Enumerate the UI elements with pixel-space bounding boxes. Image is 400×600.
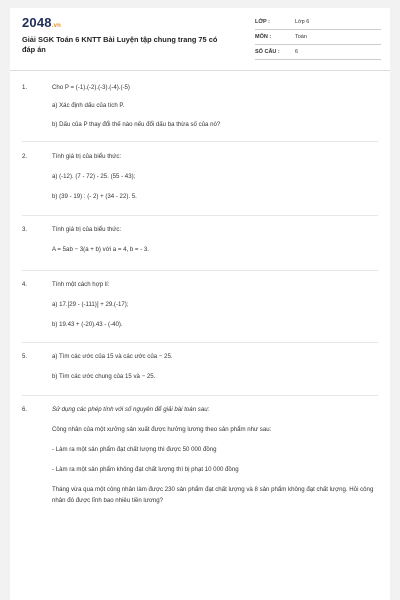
question-line: a) Tìm các ước của 15 và các ước của − 25.: [52, 353, 173, 360]
question-line: Tính giá trị của biểu thức:: [52, 226, 122, 233]
question-number: 1.: [22, 84, 28, 91]
question-line: b) 19.43 + (-20).43 - (-40).: [52, 321, 123, 328]
divider: [22, 342, 378, 343]
divider: [22, 270, 378, 271]
question-paragraph: Tháng vừa qua một công nhân làm được 230 sản phẩm đạt chất lượng và 8 sản phẩm không đạt chất lượng. Hỏi công nhân đó được lĩnh bao nhiêu tiền lương?: [52, 486, 374, 504]
question-line: a) 17.[29 - (-111)] + 29.(-17);: [52, 301, 129, 308]
question-number: 6.: [22, 406, 28, 413]
question-line: b) (39 - 19) : (- 2) + (34 - 22). 5.: [52, 193, 137, 200]
site-logo[interactable]: [22, 15, 61, 30]
meta-grade-key: LỚP :: [255, 19, 270, 25]
meta-count: [255, 47, 381, 60]
question-line: Cho P = (-1).(-2).(-3).(-4).(-5): [52, 84, 130, 91]
question-line: a) Xác định dấu của tích P.: [52, 102, 125, 109]
meta-grade-value: Lớp 6: [295, 19, 310, 25]
question-line: A = 5ab − 3(a + b) với a = 4, b = - 3.: [52, 246, 149, 253]
meta-subject-key: MÔN :: [255, 34, 272, 40]
meta-count-key: SỐ CÂU :: [255, 49, 280, 55]
question-line: a) (-12). (7 - 72) - 25. (55 - 43);: [52, 173, 136, 180]
divider: [22, 215, 378, 216]
question-line: b) Dấu của P thay đổi thế nào nếu đổi dấu ba thừa số của nó?: [52, 121, 221, 128]
question-line: - Làm ra một sản phẩm không đạt chất lượng thì bị phạt 10 000 đồng: [52, 466, 239, 473]
meta-subject: [255, 32, 381, 45]
question-line: Công nhân của một xưởng sản xuất được hưởng lương theo sản phẩm như sau:: [52, 426, 272, 433]
divider: [22, 141, 378, 142]
question-number: 2.: [22, 153, 28, 160]
document-page: [10, 8, 390, 600]
document-header: [10, 8, 390, 71]
meta-grade: [255, 17, 381, 30]
logo-main: 2048: [22, 15, 52, 30]
question-line: Tính giá trị của biểu thức:: [52, 153, 122, 160]
question-number: 3.: [22, 226, 28, 233]
question-instruction: Sử dụng các phép tính với số nguyên để giải bài toán sau:: [52, 406, 210, 413]
question-line: - Làm ra một sản phẩm đạt chất lượng thì được 50 000 đồng: [52, 446, 217, 453]
meta-count-value: 6: [295, 49, 299, 55]
question-number: 4.: [22, 281, 28, 288]
question-line: Tính một cách hợp lí:: [52, 281, 110, 288]
logo-suffix: .vn: [51, 23, 62, 29]
document-title: Giải SGK Toán 6 KNTT Bài Luyện tập chung trang 75 có đáp án: [22, 35, 218, 54]
question-line: b) Tìm các ước chung của 15 và − 25.: [52, 373, 156, 380]
question-number: 5.: [22, 353, 28, 360]
divider: [22, 395, 378, 396]
meta-subject-value: Toán: [295, 34, 307, 40]
